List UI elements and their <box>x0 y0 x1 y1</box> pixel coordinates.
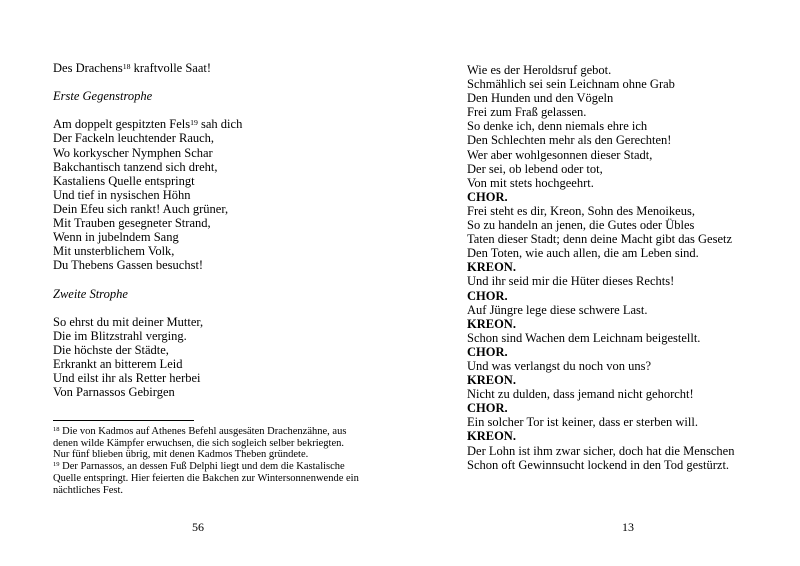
text-line: Und ihr seid mir die Hüter dieses Rechts! <box>467 274 675 289</box>
text-line: Schmählich sei sein Leichnam ohne Grab <box>467 77 675 92</box>
blank-line <box>53 103 393 117</box>
footnotes-block <box>53 426 383 496</box>
left-text-column <box>53 61 393 399</box>
text-line: Dein Efeu sich rankt! Auch grüner, <box>53 201 229 216</box>
text-line: Und was verlangst du noch von uns? <box>467 358 651 373</box>
left-page-number: 56 <box>192 520 204 534</box>
text-line: Wie es der Heroldsruf gebot. <box>467 63 612 77</box>
text-line: Mit Trauben gesegneter Strand, <box>53 216 211 231</box>
speaker-label: CHOR. <box>467 344 508 359</box>
text-line: So denke ich, denn niemals ehre ich <box>467 119 648 134</box>
text-line: Von Parnassos Gebirgen <box>53 385 175 400</box>
text-line: Du Thebens Gassen besuchst! <box>53 258 204 273</box>
speaker-label: KREON. <box>467 429 516 444</box>
text-line: Auf Jüngre lege diese schwere Last. <box>467 302 648 317</box>
speaker-label: CHOR. <box>467 189 508 204</box>
text-line: Mit unsterblichem Volk, <box>53 244 175 259</box>
text-line: Der Fackeln leuchtender Rauch, <box>53 131 215 146</box>
text-line: Erkrankt an bitterem Leid <box>53 356 183 371</box>
footnote-line: denen wilde Kämpfer erwuchsen, die sich sogleich selber bekriegten. <box>53 437 344 449</box>
right-page-number: 13 <box>622 520 634 534</box>
footnote-line: Nur fünf blieben übrig, mit denen Kadmos Theben gründete. <box>53 449 309 461</box>
blank-line <box>53 301 393 315</box>
text-line: Den Hunden und den Vögeln <box>467 91 614 106</box>
text-line: Wer aber wohlgesonnen dieser Stadt, <box>467 147 653 162</box>
text-line: Die im Blitzstrahl verging. <box>53 328 187 343</box>
text-line: Frei zum Fraß gelassen. <box>467 105 587 120</box>
right-text-column <box>467 63 800 472</box>
text-line: Am doppelt gespitzten Fels$^{19}$ sah dich <box>53 117 243 132</box>
footnote-separator <box>53 420 194 421</box>
text-line: Der Lohn ist ihm zwar sicher, doch hat die Menschen <box>467 443 735 458</box>
text-line: Ein solcher Tor ist keiner, dass er sterben will. <box>467 415 698 430</box>
text-line: Taten dieser Stadt; denn deine Macht gibt das Gesetz <box>467 232 733 247</box>
footnote-marker: 18 <box>122 61 131 71</box>
text-line: Des Drachens$^{18}$ kraftvolle Saat! <box>53 61 212 75</box>
text-line: So ehrst du mit deiner Mutter, <box>53 314 204 329</box>
text-line: Nicht zu dulden, dass jemand nicht gehorcht! <box>467 387 694 402</box>
text-line: Der sei, ob lebend oder tot, <box>467 161 603 176</box>
right-page <box>400 0 800 566</box>
text-line: Und eilst ihr als Retter herbei <box>53 371 201 386</box>
text-line: Den Toten, wie auch allen, die am Leben sind. <box>467 246 699 261</box>
text-line: Von mit stets hochgeehrt. <box>467 175 594 190</box>
text-line: Und tief in nysischen Höhn <box>53 187 191 202</box>
text-line: Wenn in jubelndem Sang <box>53 230 179 245</box>
footnote-line: $^{19}$ Der Parnassos, an dessen Fuß Delphi liegt und dem die Kastalische <box>53 461 345 473</box>
text-line: Den Schlechten mehr als den Gerechten! <box>467 133 672 148</box>
footnote-line: Quelle entspringt. Hier feierten die Bakchen zur Wintersonnenwende ein <box>53 472 359 484</box>
stanza-heading: Erste Gegenstrophe <box>53 89 153 104</box>
footnote-marker: 19 <box>53 461 60 469</box>
stanza-heading: Zweite Strophe <box>53 286 128 301</box>
footnote-marker: 19 <box>190 117 198 127</box>
text-line: Schon oft Gewinnsucht lockend in den Tod gestürzt. <box>467 457 730 472</box>
speaker-label: CHOR. <box>467 401 508 416</box>
text-line: Wo korkyscher Nymphen Schar <box>53 145 213 160</box>
footnote-line: $^{18}$ Die von Kadmos auf Athenes Befehl ausgesäten Drachenzähne, aus <box>53 426 347 437</box>
text-line: So zu handeln an jenen, die Gutes oder Übles <box>467 218 695 233</box>
footnote-marker: 18 <box>53 426 60 434</box>
footnote-line: nächtliches Fest. <box>53 484 123 496</box>
speaker-label: CHOR. <box>467 288 508 303</box>
speaker-label: KREON. <box>467 260 516 275</box>
text-line: Kastaliens Quelle entspringt <box>53 173 195 188</box>
speaker-label: KREON. <box>467 316 516 331</box>
speaker-label: KREON. <box>467 373 516 388</box>
text-line: Bakchantisch tanzend sich dreht, <box>53 159 218 174</box>
text-line: Schon sind Wachen dem Leichnam beigestellt. <box>467 330 701 345</box>
blank-line <box>53 272 393 286</box>
text-line: Die höchste der Städte, <box>53 342 169 357</box>
text-line: Frei steht es dir, Kreon, Sohn des Menoikeus, <box>467 203 695 218</box>
blank-line <box>53 75 393 89</box>
